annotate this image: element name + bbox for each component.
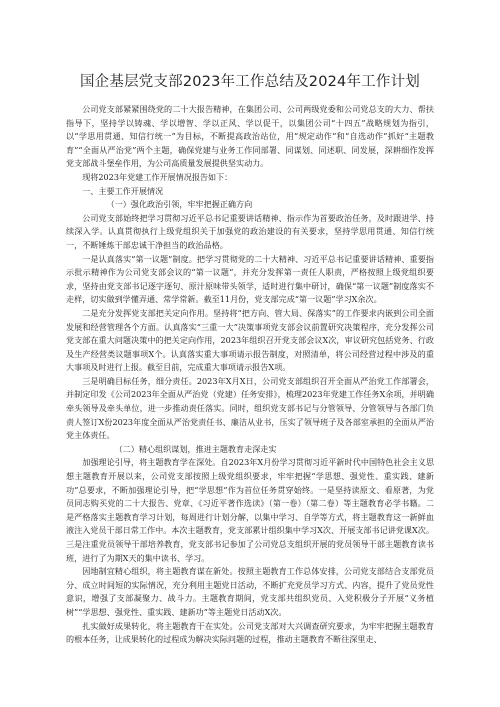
lead-paragraph: 现将2023年党建工作开展情况报告如下：: [82, 171, 233, 182]
paragraph-7: 扎实做好成果转化，将主题教育干在实处。公司党支部对大兴调查研究要求，为牢牢把握主题教育的根本任务，让成果转化的过程成为解决实际问题的过程，推动主题教育不断往深里走、: [66, 620, 434, 645]
paragraph-2: 一是认真落实“第一议题”制度。把学习贯彻党的二十大精神、习近平总书记重要讲话精神、重要指示批示精神作为公司党支部会议的“第一议题”，并充分发挥第一责任人职责，严格按照上级党组织要求，坚持由党支部书记逐字逐句、原汁原味带头领学，适时进行集中研讨，确保“第一议题”制度落实不走样，切实做到学懂弄通、常学常新。截至11月份，党支部完成“第一议题”学习X余次。: [66, 253, 434, 305]
document-body: [66, 103, 434, 647]
document-title: 国企基层党支部2023年工作总结及2024年工作计划: [79, 74, 420, 90]
paragraph-3: 二是充分发挥党支部把关定向作用。坚持将“把方向、管大局、保落实”的工作要求内嵌到公司全面发展和经营管理各个方面。认真落实“三重一大”决策事项党支部会议前置研究决策程序，充分发挥公司党支部在重大问题决策中的把关定向作用，2023年组织召开党支部会议X次，审议研究包括党务、行政及生产经营类议题事项X个。认真落实重大事项请示报告制度，对照清单，将公司经营过程中涉及的重大事项及时进行上报。截至目前，完成重大事项请示报告X项。: [66, 307, 434, 373]
subsection-heading-1: （一）强化政治引领，牢牢把握正确方向: [106, 199, 253, 210]
section-heading-1: 一、主要工作开展情况: [82, 185, 164, 196]
intro-paragraph: 公司党支部紧紧围绕党的二十大报告精神，在集团公司、公司两级党委和公司党总支的大力、帮扶指导下，坚持学以铸魂、学以增智、学以正风、学以促干，以集团公司“十四五”战略规划为指引，以“学思用贯通、知信行统一”为目标，不断提高政治站位，用“规定动作”和“自选动作”抓好“主题教育”“全面从严治党”两个主题，确保党建与业务工作同部署、同谋划、同述职、同发展，深耕细作发挥党支部战斗堡垒作用，为公司高质量发展提供坚实动力。: [66, 104, 434, 169]
subsection-heading-2: （二）精心组织谋划，推进主题教育走深走实: [114, 443, 277, 454]
paragraph-5: 加强理论引导，将主题教育学在深处。自2023年X月份学习贯彻习近平新时代中国特色社会主义思想主题教育开展以来，公司党支部按照上级党组织要求，牢牢把握“学思想、强党性、重实践、建新功”总要求，不断加强理论引导，把“学思想”作为首位任务贯穿始终。一是坚持读原文、看原著，为党员同志购买党的二十大报告、党章、《习近平著作选读》（第一卷）（第二卷）等主题教育必学书籍。二是严格落实主题教育学习计划，每周进行计划分解，以集中学习、自学等方式，将主题教育这一新鲜血液注入党员干部日常工作中。本次主题教育，党支部累计组织集中学习X次、开展支部书记讲党课X次。三是注重党员领导干部培养教育，党支部书记参加了公司党总支组织开展的党员领导干部主题教育读书班，进行了为期X天的集中读书、学习。: [66, 457, 434, 563]
paragraph-1: 公司党支部始终把学习贯彻习近平总书记重要讲话精神、指示作为首要政治任务，及时跟进学、持续深入学。认真贯彻执行上级党组织关于加强党的政治建设的有关要求，坚持学思用贯通、知信行统一，不断锤炼干部忠诚干净担当的政治品格。: [66, 212, 434, 250]
paragraph-6: 因地制宜精心组织，将主题教育谋在新处。按照主题教育工作总体安排，公司党支部结合支部党员分、成立时间短的实际情况，充分利用主题党日活动，不断扩充党员学习方式、内容，提升了党员党性意识，增强了支部凝聚力、战斗力。主题教育期间，党支部共组织党员、入党积极分子开展“义务植树”“学思想、强党性、重实践、建新功”等主题党日活动X次。: [66, 566, 434, 617]
paragraph-4: 三是明确目标任务，细分责任。2023年X月X日，公司党支部组织召开全面从严治党工作部署会，并制定印发《公司2023年全面从严治党（党建）任务安排》，梳理2023年党建工作任务X余项，并明确牵头领导及牵头单位，进一步推动责任落实。同时，组织党支部书记与分管领导、分管领导与各部门负责人签订X份2023年度全面从严治党责任书、廉洁从业书，压实了领导班子及各部室承担的全面从严治党主体责任。: [66, 375, 434, 441]
